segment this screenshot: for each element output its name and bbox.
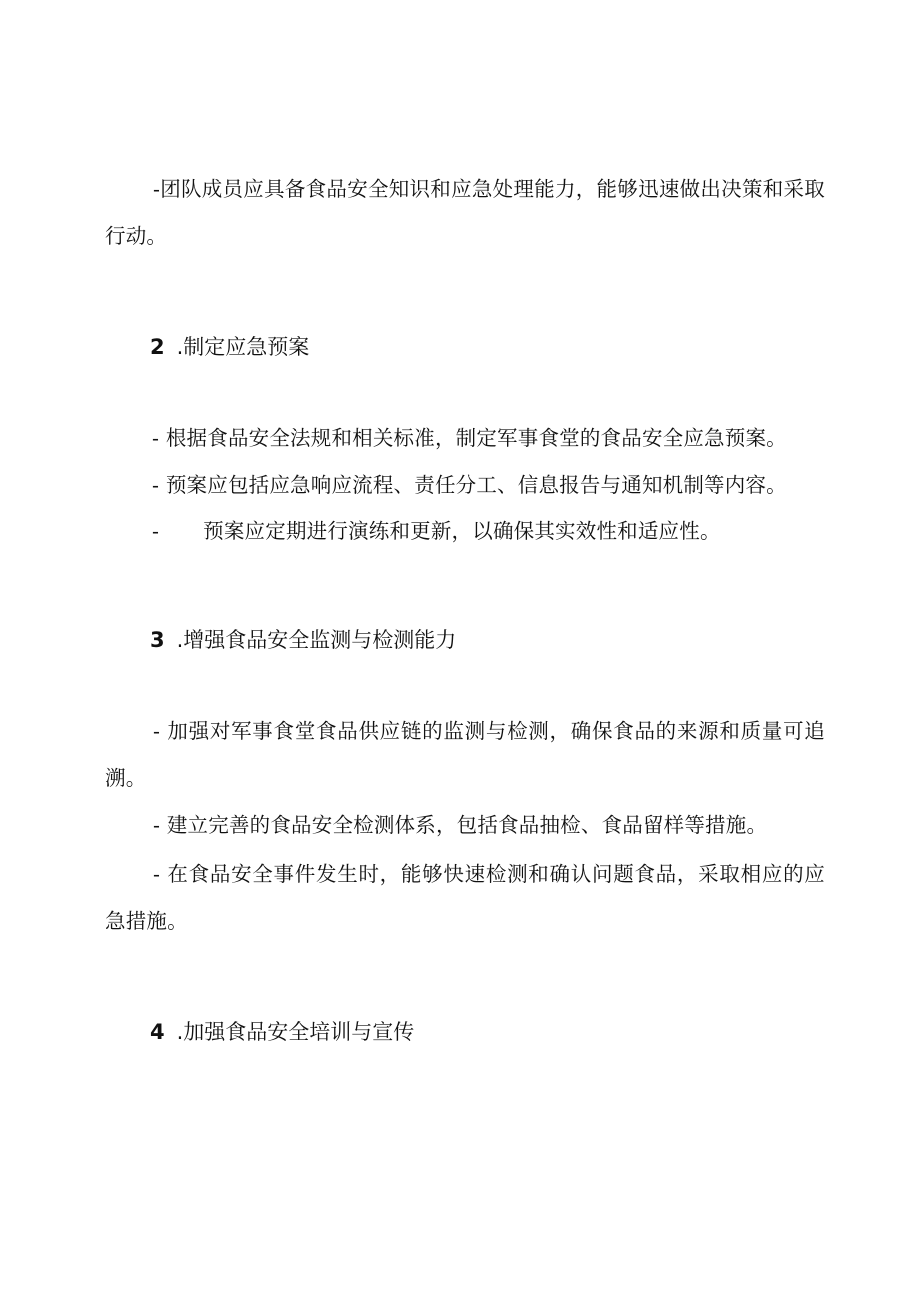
section-2-item-3-text: 预案应定期进行演练和更新，以确保其实效性和适应性。 [203,519,721,543]
section-2-item-3-dash: - [152,519,160,543]
section-3-item-2: - 建立完善的食品安全检测体系，包括食品抽检、食品留样等措施。 [153,813,768,837]
section-3-number: 3 [150,628,165,652]
section-3-title: .增强食品安全监测与检测能力 [176,628,457,652]
intro-paragraph: -团队成员应具备食品安全知识和应急处理能力，能够迅速做出决策和采取行动。 [105,177,825,248]
section-3-heading [150,625,456,655]
section-3-item-1: - 加强对军事食堂食品供应链的监测与检测，确保食品的来源和质量可追溯。 [105,719,825,790]
section-4-number: 4 [150,1020,165,1044]
section-2-item-1: - 根据食品安全法规和相关标准，制定军事食堂的食品安全应急预案。 [152,426,787,450]
section-2-number: 2 [150,335,165,359]
section-2-title: .制定应急预案 [176,335,310,359]
section-2-item-3 [152,516,832,546]
section-3-item-3: - 在食品安全事件发生时，能够快速检测和确认问题食品，采取相应的应急措施。 [105,862,825,933]
section-2-item-2: - 预案应包括应急响应流程、责任分工、信息报告与通知机制等内容。 [152,473,787,497]
section-2-heading [150,332,309,362]
section-4-heading [150,1017,414,1047]
section-4-title: .加强食品安全培训与宣传 [176,1020,415,1044]
